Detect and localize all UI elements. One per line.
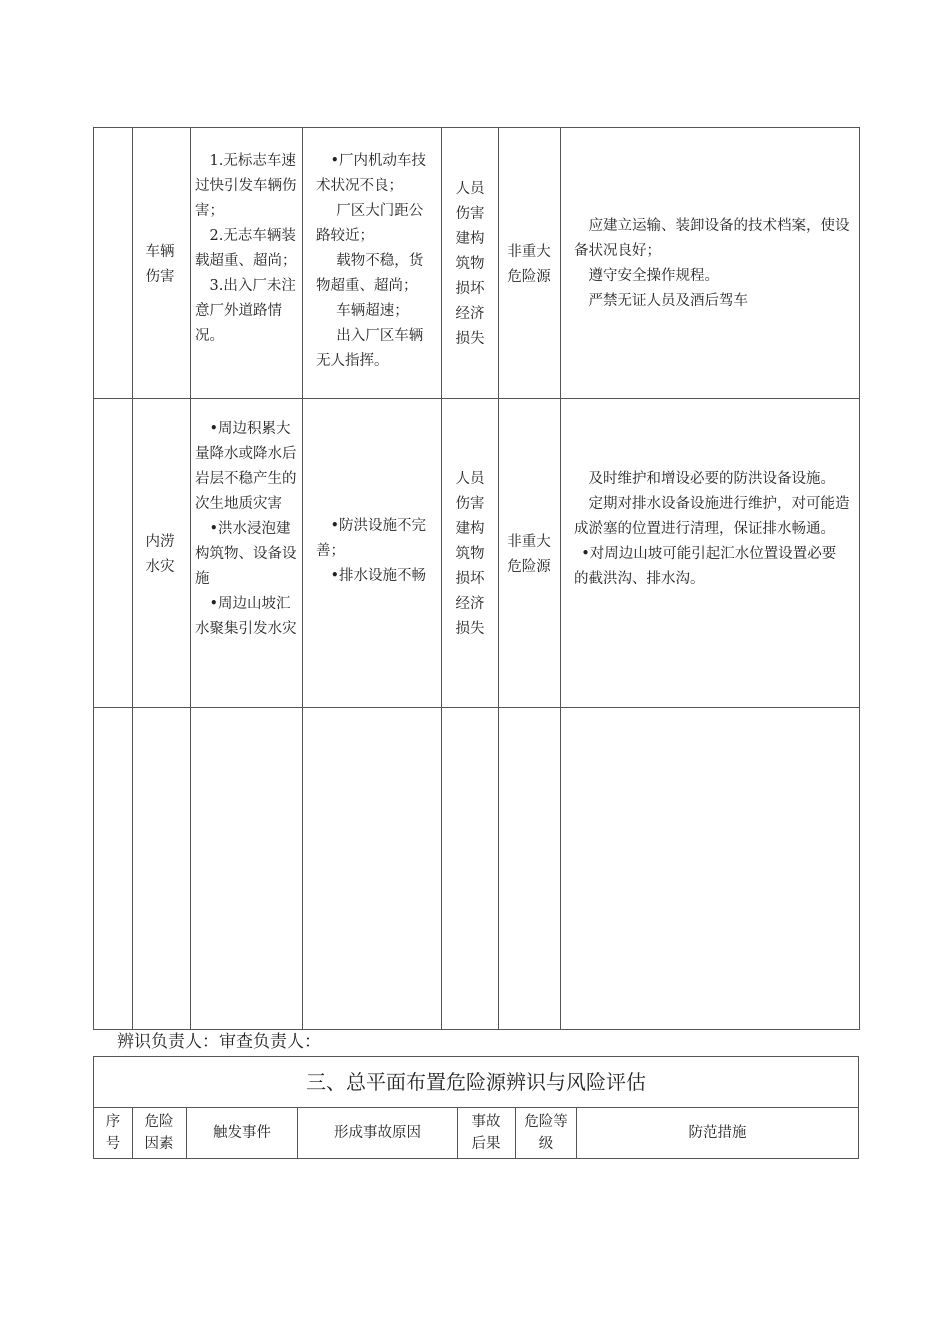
- header-hazard-level: 危险等级: [524, 1114, 568, 1152]
- hazard-level-cell: [503, 240, 555, 290]
- col-divider: [515, 1107, 516, 1159]
- row-divider: [93, 1107, 859, 1108]
- consequence-cell: [452, 467, 488, 642]
- preventive-measure: 遵守安全操作规程。: [588, 268, 719, 284]
- consequence-cell: [452, 177, 488, 352]
- header-accident-cause: 形成事故原因: [334, 1125, 421, 1141]
- trigger-event: 1.无标志车速过快引发车辆伤害；: [195, 153, 297, 219]
- col-divider: [560, 127, 561, 1030]
- signature-line: 辨识负责人：审查负责人：: [117, 1032, 321, 1052]
- trigger-event: •周边山坡汇水聚集引发水灾: [195, 596, 297, 637]
- col-divider: [190, 127, 191, 1030]
- accident-cause: 厂区大门距公路较近；: [316, 203, 424, 244]
- row-divider: [93, 707, 860, 708]
- accident-cause: •厂内机动车技术状况不良；: [316, 153, 427, 194]
- col-divider: [457, 1107, 458, 1159]
- header-trigger-event: 触发事件: [213, 1125, 271, 1141]
- col-divider: [93, 127, 94, 1030]
- table-border-bottom: [93, 1029, 860, 1030]
- table-border-top: [93, 127, 860, 128]
- hazard-level: 非重大危险源: [507, 244, 551, 285]
- col-divider: [441, 127, 442, 1030]
- trigger-event: 2.无志车辆装载超重、超尚；: [195, 228, 297, 269]
- table-border-right: [858, 1056, 859, 1159]
- preventive-measures-cell: [574, 467, 850, 592]
- col-divider: [498, 127, 499, 1030]
- header-index: 序号: [105, 1114, 121, 1152]
- table-border-right: [859, 127, 860, 1030]
- consequence: 人员伤害建构筑物损坏经济损失: [455, 181, 485, 347]
- trigger-event: •洪水浸泡建构筑物、设备设施: [195, 521, 297, 587]
- preventive-measure: 严禁无证人员及酒后驾车: [588, 293, 748, 309]
- table-border-bottom: [93, 1158, 859, 1159]
- consequence: 人员伤害建构筑物损坏经济损失: [455, 471, 485, 637]
- accident-cause: 载物不稳，货物超重、超尚；: [316, 253, 424, 294]
- row-divider: [93, 398, 860, 399]
- accident-cause: •防洪设施不完善；: [316, 518, 427, 559]
- section-title: 三、总平面布置危险源辨识与风险评估: [306, 1070, 646, 1094]
- preventive-measure: 及时维护和增设必要的防洪设备设施。: [588, 471, 835, 487]
- header-consequence: 事故后果: [471, 1114, 501, 1152]
- accident-cause-cell: [316, 514, 434, 589]
- col-divider: [132, 127, 133, 1030]
- hazard-factor: 内涝水灾: [145, 534, 175, 575]
- preventive-measure: 定期对排水设备设施进行维护，对可能造成淤塞的位置进行清理，保证排水畅通。: [574, 496, 850, 537]
- header-preventive-measures: 防范措施: [688, 1125, 747, 1141]
- col-divider: [132, 1107, 133, 1159]
- trigger-event: 3.出入厂未注意厂外道路情况。: [195, 278, 296, 344]
- preventive-measure: 应建立运输、装卸设备的技术档案，使设备状况良好；: [574, 218, 850, 259]
- accident-cause: 出入厂区车辆无人指挥。: [316, 328, 424, 369]
- trigger-event: •周边积累大量降水或降水后岩层不稳产生的次生地质灾害: [195, 421, 297, 512]
- hazard-level: 非重大危险源: [507, 534, 551, 575]
- hazard-factor-cell: [142, 530, 178, 580]
- trigger-event-cell: [195, 149, 298, 349]
- hazard-factor: 车辆伤害: [145, 244, 175, 285]
- header-hazard-factor: 危险因素: [144, 1114, 174, 1152]
- hazard-level-cell: [503, 530, 555, 580]
- col-divider: [302, 127, 303, 1030]
- accident-cause: •排水设施不畅: [330, 568, 427, 584]
- hazard-factor-cell: [142, 240, 178, 290]
- trigger-event-cell: [195, 417, 298, 642]
- accident-cause-cell: [316, 149, 434, 374]
- preventive-measures-cell: [574, 214, 850, 314]
- preventive-measure: •对周边山坡可能引起汇水位置设置必要的截洪沟、排水沟。: [574, 546, 837, 587]
- accident-cause: 车辆超速；: [336, 303, 409, 319]
